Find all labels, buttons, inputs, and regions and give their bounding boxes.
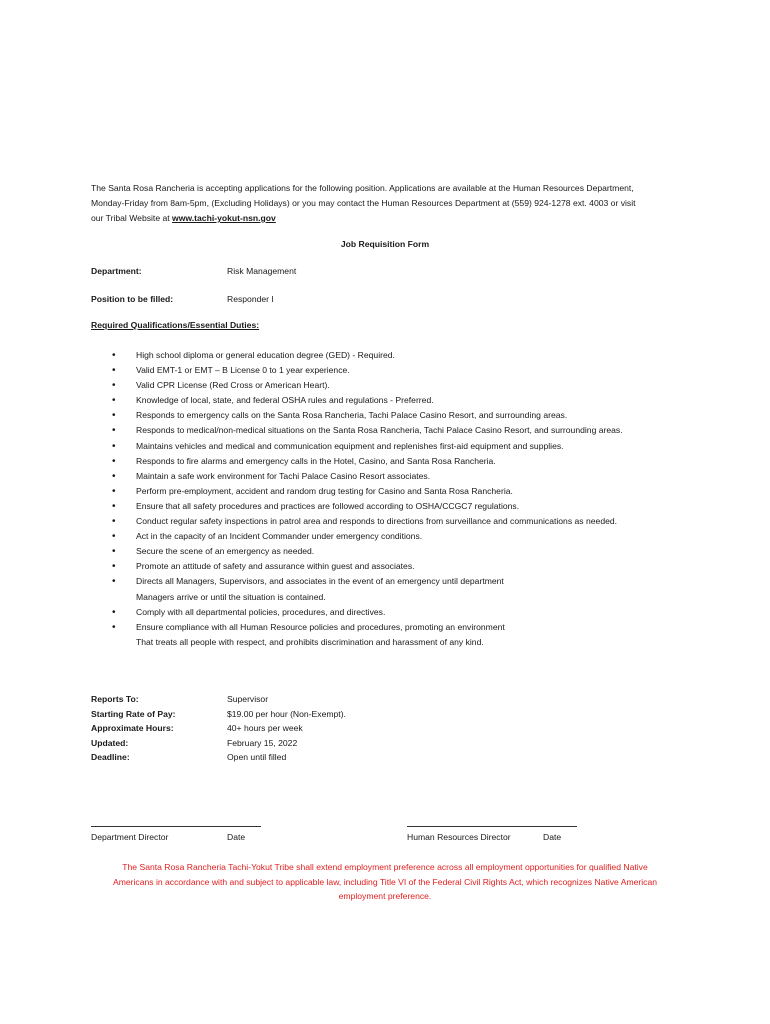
- duty-line: • Directs all Managers, Supervisors, and associates in the event of an emergency until department: [136, 576, 504, 587]
- hours-label: Approximate Hours:: [91, 723, 174, 734]
- hours-value: 40+ hours per week: [227, 723, 303, 734]
- duty-item: • Responds to medical/non-medical situations on the Santa Rosa Rancheria, Tachi Palace Casino Resort, and surrounding areas.: [112, 423, 712, 438]
- department-director-label: Department Director: [91, 832, 169, 842]
- duty-line: That treats all people with respect, and prohibits discrimination and harassment of any kind.: [136, 636, 484, 647]
- duty-item: • Valid EMT-1 or EMT – B License 0 to 1 year experience.: [112, 363, 712, 378]
- qualifications-heading: Required Qualifications/Essential Duties:: [91, 320, 260, 330]
- duty-item: • Knowledge of local, state, and federal OSHA rules and regulations - Preferred.: [112, 393, 712, 408]
- duty-item: • Secure the scene of an emergency as needed.: [112, 544, 712, 559]
- duty-item: [112, 574, 712, 604]
- position-label: Position to be filled:: [91, 294, 174, 304]
- duty-item: • Maintains vehicles and medical and communication equipment and replenishes first-aid equipment and supplies.: [112, 439, 712, 454]
- department-date-label: Date: [227, 832, 246, 842]
- duty-item: • Maintain a safe work environment for Tachi Palace Casino Resort associates.: [112, 469, 712, 484]
- hr-date-label: Date: [543, 832, 562, 842]
- summary-row: [91, 736, 346, 751]
- duty-line: • Ensure compliance with all Human Resource policies and procedures, promoting an environment: [136, 621, 505, 632]
- intro-line: [91, 211, 691, 226]
- intro-paragraph: [91, 181, 691, 226]
- hr-signature-line[interactable]: [407, 826, 577, 827]
- duty-item: • Responds to fire alarms and emergency calls in the Hotel, Casino, and Santa Rosa Rancheria.: [112, 454, 712, 469]
- starting-rate-value: $19.00 per hour (Non-Exempt).: [227, 708, 346, 719]
- updated-value: February 15, 2022: [227, 737, 298, 748]
- duty-item: • Act in the capacity of an Incident Commander under emergency conditions.: [112, 529, 712, 544]
- summary-row: [91, 692, 346, 707]
- notice-line: employment preference.: [338, 891, 432, 902]
- reports-to-value: Supervisor: [227, 694, 269, 704]
- hr-director-label: Human Resources Director: [407, 832, 511, 842]
- notice-line: The Santa Rosa Rancheria Tachi-Yokut Tribe shall extend employment preference across all employment opportunities for qualified Native: [122, 862, 648, 872]
- department-value: Risk Management: [227, 266, 297, 276]
- notice-line: Americans in accordance with and subject to applicable law, including Title VI of the Federal Civil Rights Act, which recognizes Native American: [112, 876, 658, 887]
- duty-item: • Comply with all departmental policies, procedures, and directives.: [112, 605, 712, 620]
- summary-row: [91, 750, 346, 765]
- employment-preference-notice: [60, 860, 710, 904]
- duty-line: Managers arrive or until the situation is contained.: [136, 591, 326, 602]
- deadline-value: Open until filled: [227, 752, 287, 763]
- position-value: Responder I: [227, 294, 274, 304]
- summary-row: [91, 721, 346, 736]
- intro-line-prefix: our Tribal Website at: [91, 213, 173, 223]
- duty-item: • Promote an attitude of safety and assurance within guest and associates.: [112, 559, 712, 574]
- deadline-label: Deadline:: [91, 752, 130, 763]
- duty-item: • Valid CPR License (Red Cross or American Heart).: [112, 378, 712, 393]
- duty-item: [112, 620, 712, 650]
- department-signature-line[interactable]: [91, 826, 261, 827]
- summary-row: [91, 707, 346, 722]
- form-title: Job Requisition Form: [340, 239, 430, 249]
- duties-list: [112, 348, 712, 650]
- updated-label: Updated:: [91, 737, 129, 748]
- duty-item: • Conduct regular safety inspections in patrol area and responds to directions from surveillance and communications as needed.: [112, 514, 712, 529]
- position-summary: [91, 692, 346, 765]
- duty-item: • Ensure that all safety procedures and practices are followed according to OSHA/CCGC7 regulations.: [112, 499, 712, 514]
- duty-item: • High school diploma or general education degree (GED) - Required.: [112, 348, 712, 363]
- tribal-website-link[interactable]: www.tachi-yokut-nsn.gov: [172, 213, 276, 223]
- reports-to-label: Reports To:: [91, 694, 139, 704]
- duty-item: • Responds to emergency calls on the Santa Rosa Rancheria, Tachi Palace Casino Resort, and surrounding areas.: [112, 408, 712, 423]
- intro-line: Monday-Friday from 8am-5pm, (Excluding Holidays) or you may contact the Human Resources Department at (559) 924-1278 ext. 4003 or visit: [91, 198, 636, 208]
- intro-line: The Santa Rosa Rancheria is accepting applications for the following position. Applications are available at the Human Resources Department,: [91, 183, 634, 193]
- department-label: Department:: [91, 266, 142, 276]
- duty-item: • Perform pre-employment, accident and random drug testing for Casino and Santa Rosa Rancheria.: [112, 484, 712, 499]
- starting-rate-label: Starting Rate of Pay:: [91, 708, 176, 719]
